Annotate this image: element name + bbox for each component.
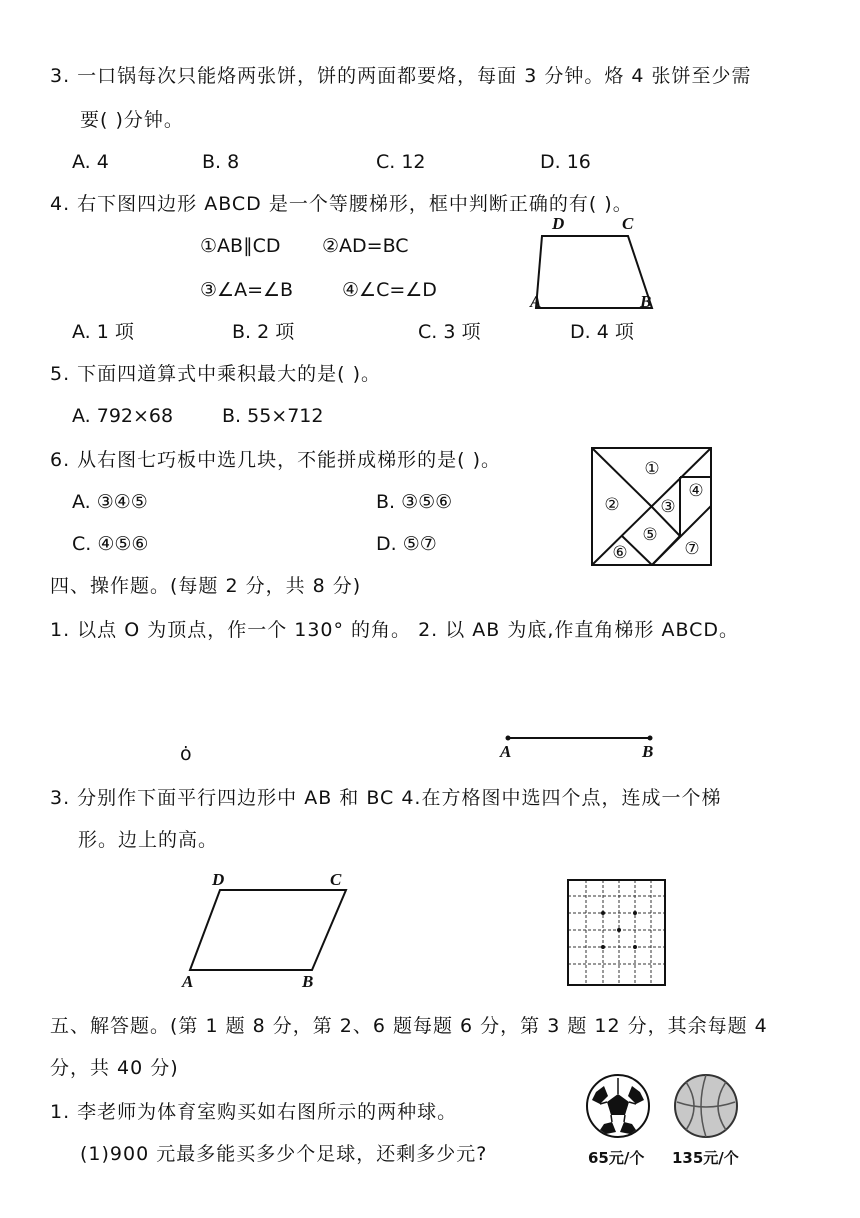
- q3-option-b: B. 8: [202, 151, 240, 173]
- segment-ab: [500, 732, 660, 744]
- q6-option-c: C. ④⑤⑥: [72, 533, 149, 555]
- section5-q1-sub1: (1)900 元最多能买多少个足球，还剩多少元?: [80, 1143, 488, 1165]
- section4-title: 四、操作题。(每题 2 分，共 8 分): [50, 575, 362, 597]
- q3-option-c: C. 12: [376, 151, 426, 173]
- tangram-piece-7: ⑦: [684, 539, 700, 559]
- q6-text: 6. 从右图七巧板中选几块，不能拼成梯形的是( )。: [50, 449, 502, 471]
- q4-statement-2: ②AD=BC: [322, 235, 409, 257]
- section5-title-line1: 五、解答题。(第 1 题 8 分，第 2、6 题每题 6 分，第 3 题 12 分，其余每题 4: [50, 1015, 768, 1037]
- trapezoid-label-c: C: [622, 214, 634, 233]
- basketball-price: 135元/个: [672, 1149, 739, 1167]
- q5-option-a: A. 792×68: [72, 405, 174, 427]
- football-icon: [584, 1072, 652, 1140]
- q4-option-b: B. 2 项: [232, 321, 295, 343]
- tangram-piece-2: ②: [604, 495, 620, 515]
- trapezoid-label-a: A: [530, 292, 542, 311]
- tangram-piece-5: ⑤: [642, 525, 658, 545]
- q6-option-a: A. ③④⑤: [72, 491, 148, 513]
- q4-statement-3: ③∠A=∠B: [200, 279, 294, 301]
- q5-option-b: B. 55×712: [222, 405, 324, 427]
- q4-option-c: C. 3 项: [418, 321, 481, 343]
- section4-q1q2-text: 1. 以点 O 为顶点，作一个 130° 的角。 2. 以 AB 为底,作直角梯形 ABCD。: [50, 619, 740, 641]
- q4-statement-4: ④∠C=∠D: [342, 279, 437, 301]
- dot-grid: [566, 878, 668, 988]
- q6-option-d: D. ⑤⑦: [376, 533, 437, 555]
- point-o: ȯ: [180, 743, 192, 765]
- parallelogram-label-b: B: [302, 972, 314, 991]
- q4-statement-1: ①AB∥CD: [200, 235, 281, 257]
- trapezoid-label-d: D: [552, 214, 565, 233]
- parallelogram-figure: [186, 886, 356, 976]
- section5-q1-text: 1. 李老师为体育室购买如右图所示的两种球。: [50, 1101, 458, 1123]
- section4-q34-line1: 3. 分别作下面平行四边形中 AB 和 BC 4.在方格图中选四个点，连成一个梯: [50, 787, 722, 809]
- segment-label-b: B: [642, 742, 654, 761]
- q6-option-b: B. ③⑤⑥: [376, 491, 453, 513]
- tangram-piece-1: ①: [644, 459, 660, 479]
- tangram-piece-3: ③: [660, 497, 676, 517]
- section4-q34-line2: 形。边上的高。: [78, 829, 219, 851]
- tangram-piece-6: ⑥: [612, 543, 628, 563]
- parallelogram-label-a: A: [182, 972, 194, 991]
- tangram-piece-4: ④: [688, 481, 704, 501]
- basketball-icon: [672, 1072, 740, 1140]
- parallelogram-label-c: C: [330, 870, 342, 889]
- q4-option-d: D. 4 项: [570, 321, 634, 343]
- trapezoid-label-b: B: [640, 292, 652, 311]
- q3-text-line1: 3. 一口锅每次只能烙两张饼，饼的两面都要烙，每面 3 分钟。烙 4 张饼至少需: [50, 65, 752, 87]
- q5-text: 5. 下面四道算式中乘积最大的是( )。: [50, 363, 382, 385]
- segment-label-a: A: [500, 742, 512, 761]
- q3-text-line2: 要( )分钟。: [80, 109, 184, 131]
- section5-title-line2: 分，共 40 分): [50, 1057, 179, 1079]
- parallelogram-label-d: D: [212, 870, 225, 889]
- tangram-figure: [590, 446, 714, 568]
- q3-option-d: D. 16: [540, 151, 591, 173]
- football-price: 65元/个: [588, 1149, 645, 1167]
- q3-option-a: A. 4: [72, 151, 109, 173]
- q4-option-a: A. 1 项: [72, 321, 134, 343]
- q4-text: 4. 右下图四边形 ABCD 是一个等腰梯形，框中判断正确的有( )。: [50, 193, 633, 215]
